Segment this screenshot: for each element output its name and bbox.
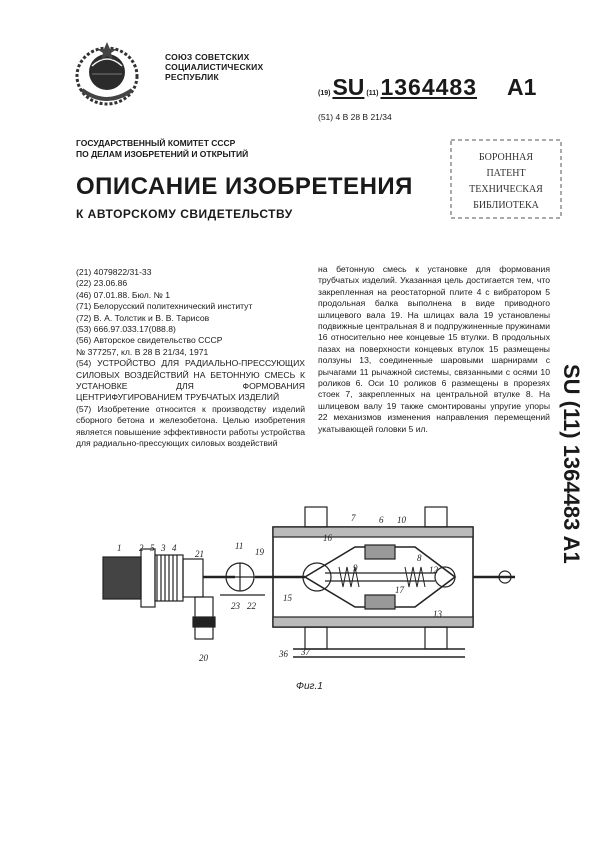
- figure-label: 7: [351, 513, 356, 523]
- tag-19: (19): [318, 90, 331, 97]
- figure-label: 22: [247, 601, 256, 611]
- figure-label: 5: [150, 543, 155, 553]
- figure-label: 10: [397, 515, 406, 525]
- org-line: СОЦИАЛИСТИЧЕСКИХ: [165, 62, 264, 72]
- abstract-left: (57) Изобретение относится к производству изделий сборного бетона и железобетона. Целью изобретения является повышение эффективности работы устройства для радиально-прессующих силовых воздействий: [76, 403, 305, 449]
- committee-line: ПО ДЕЛАМ ИЗОБРЕТЕНИЙ И ОТКРЫТИЙ: [76, 149, 249, 159]
- invention-title: (54) УСТРОЙСТВО ДЛЯ РАДИАЛЬНО-ПРЕССУЮЩИХ СИЛОВЫХ ВОЗДЕЙСТВИЙ НА БЕТОННУЮ СМЕСЬ К УСТАНОВКЕ ДЛЯ ФОРМОВАНИЯ ЦЕНТРИФУГИРОВАНИЕМ ТРУБЧАТЫХ ИЗДЕЛИЙ: [76, 358, 305, 403]
- stamp-line: ПАТЕНТ: [486, 168, 526, 179]
- figure-label: 8: [417, 553, 422, 563]
- committee: [76, 138, 248, 160]
- kind-code: A1: [507, 74, 537, 100]
- figure-label: 23: [231, 601, 240, 611]
- figure-label: 20: [199, 653, 208, 663]
- document-title: ОПИСАНИЕ ИЗОБРЕТЕНИЯ: [76, 173, 413, 200]
- figure-label: 3: [161, 543, 166, 553]
- document-subtitle: К АВТОРСКОМУ СВИДЕТЕЛЬСТВУ: [76, 207, 293, 221]
- figure-label: 16: [323, 533, 332, 543]
- figure-label: 21: [195, 549, 204, 559]
- right-column: [318, 264, 550, 435]
- top-roller-left: [305, 507, 327, 527]
- motor-block: [103, 557, 141, 599]
- tag-11: (11): [366, 90, 379, 97]
- bib-line: (22) 23.06.86: [76, 278, 128, 289]
- gearbox: [183, 559, 203, 597]
- figure-label: 37: [301, 647, 310, 657]
- bib-line: (46) 07.01.88. Бюл. № 1: [76, 289, 170, 300]
- figure-label: 13: [433, 609, 442, 619]
- figure-label: 15: [283, 593, 292, 603]
- publication-number: [318, 74, 536, 101]
- bib-line: № 377257, кл. В 28 В 21/34, 1971: [76, 346, 209, 357]
- figure-label: 12: [429, 565, 438, 575]
- technical-drawing: [95, 497, 535, 677]
- library-stamp: [447, 136, 565, 222]
- ussr-emblem-icon: [68, 38, 146, 108]
- bib-line: (56) Авторское свидетельство СССР: [76, 335, 223, 346]
- bib-line: (72) В. А. Толстик и В. В. Тарисов: [76, 312, 210, 323]
- bib-line: (71) Белорусский политехнический институт: [76, 301, 253, 312]
- figure-caption: Фиг.1: [296, 681, 323, 692]
- figure-label: 19: [255, 547, 264, 557]
- side-number-text: SU (11) 1364483 A1: [559, 364, 584, 564]
- top-roller-right: [425, 507, 447, 527]
- stamp-line: БИБЛИОТЕКА: [473, 200, 539, 211]
- figure-label: 2: [139, 543, 144, 553]
- country-organization: [165, 52, 263, 82]
- abstract-right: на бетонную смесь к установке для формования трубчатых изделий. Указанная цель достигается тем, что закрепленная на реостаторной плите 4 с вибратором 5 продольная балка выполнена в виде приводного шлицевого вала 19. На шлицах вала 19 установлены подвижные центральная 8 и подпружиненные пружинами 16 относительно нее концевые 15 втулки. В продольных пазах на поверхности концевых втулок 15 размещены ползуны 13, соединенные шаровыми шарнирами с рычагами 11 рычажной системы, связанными с осями 10 роликов 6. Оси 10 роликов 6 размещены в прорезях стоек 7, закрепленных на центральной втулке 8. На шлицевом валу 19 также смонтированы упругие упоры 22 механизмов изменения направления перемещений укатывающей головки 5 ил.: [318, 264, 550, 434]
- bib-line: (53) 666.97.033.17(088.8): [76, 324, 176, 335]
- figure-label: 6: [379, 515, 384, 525]
- base-frame: [293, 649, 465, 657]
- org-line: РЕСПУБЛИК: [165, 72, 219, 82]
- bibliography: [76, 267, 305, 404]
- flange: [141, 549, 155, 607]
- stamp-line: БОРОННАЯ: [478, 152, 534, 163]
- figure-label: 17: [395, 585, 404, 595]
- figure-label: 4: [172, 543, 177, 553]
- figure-label: 11: [235, 541, 244, 551]
- figure-label: 9: [353, 563, 358, 573]
- bib-line: (21) 4079822/31-33: [76, 267, 152, 277]
- stamp-line: ТЕХНИЧЕСКАЯ: [469, 184, 543, 195]
- figure-label: 1: [117, 543, 122, 553]
- roller-6: [303, 563, 331, 591]
- figure-label: 36: [279, 649, 288, 659]
- ipc-classification: (51) 4 B 28 B 21/34: [318, 112, 392, 122]
- side-patent-number: [552, 356, 588, 706]
- committee-line: ГОСУДАРСТВЕННЫЙ КОМИТЕТ СССР: [76, 138, 236, 148]
- org-line: СОЮЗ СОВЕТСКИХ: [165, 52, 250, 62]
- left-column: [76, 267, 305, 450]
- patent-number: 1364483: [380, 74, 478, 100]
- country-code: SU: [332, 74, 365, 100]
